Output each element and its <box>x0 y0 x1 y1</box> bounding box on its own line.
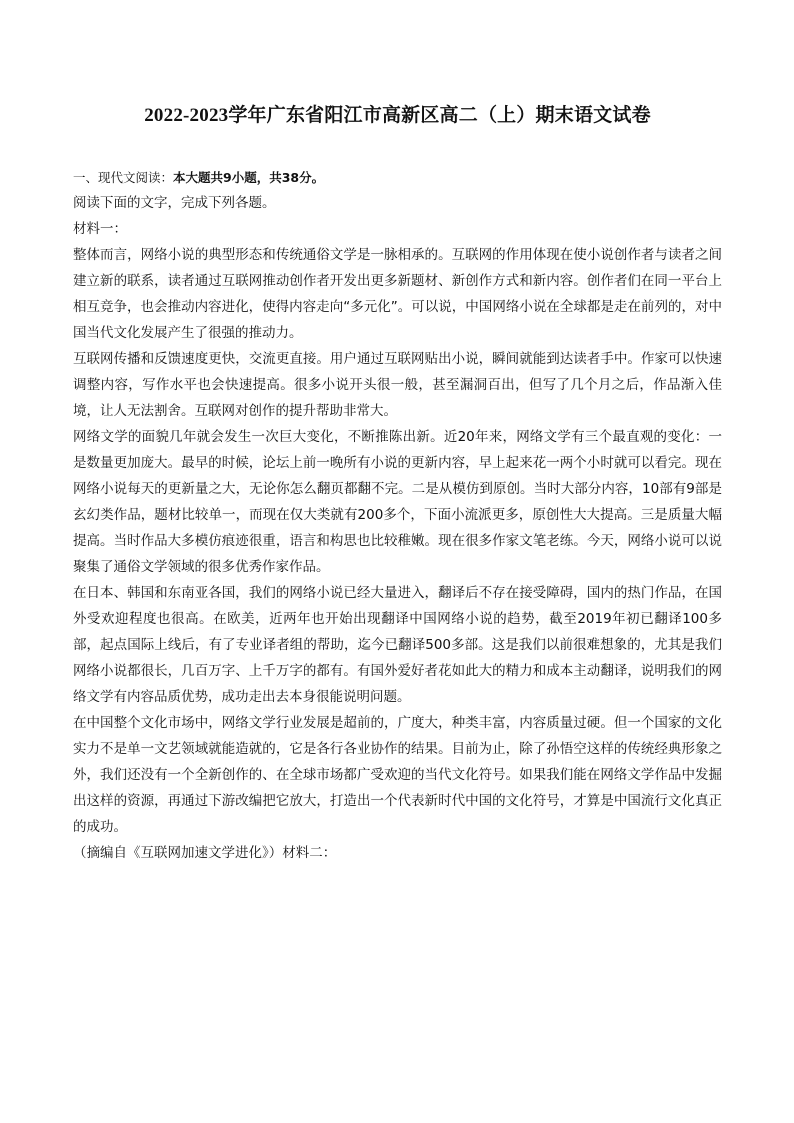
paragraph-2: 互联网传播和反馈速度更快，交流更直接。用户通过互联网贴出小说，瞬间就能到达读者手中。作家可以快速调整内容，写作水平也会快速提高。很多小说开头很一般，甚至漏洞百出，但写了几个月之后，作品渐入佳境，让人无法割舍。互联网对创作的提升帮助非常大。 <box>73 351 722 419</box>
paragraph-3: 网络文学的面貌几年就会发生一次巨大变化，不断推陈出新。近20年来，网络文学有三个最直观的变化：一是数量更加庞大。最早的时候，论坛上前一晚所有小说的更新内容，早上起来花一两个小时就可以看完。现在网络小说每天的更新量之大，无论你怎么翻页都翻不完。二是从模仿到原创。当时大部分内容，10部有9部是玄幻类作品，题材比较单一，而现在仅大类就有200多个，下面小流派更多，原创性大大提高。三是质量大幅提高。当时作品大多模仿痕迹很重，语言和构思也比较稚嫩。现在很多作家文笔老练。今天，网络小说可以说聚集了通俗文学领域的很多优秀作家作品。 <box>73 429 722 575</box>
source-line: （摘编自《互联网加速文学进化》）材料二： <box>73 845 337 861</box>
material-one-label: 材料一： <box>73 221 127 237</box>
reading-instruction: 阅读下面的文字，完成下列各题。 <box>73 195 276 211</box>
paragraph-1: 整体而言，网络小说的典型形态和传统通俗文学是一脉相承的。互联网的作用体现在使小说创作者与读者之间建立新的联系，读者通过互联网推动创作者开发出更多新题材、新创作方式和新内容。创作者们在同一平台上相互竞争，也会推动内容进化，使得内容走向“多元化”。可以说，中国网络小说在全球都是走在前列的，对中国当代文化发展产生了很强的推动力。 <box>73 247 722 341</box>
section-meta: 本大题共9小题，共38分。 <box>173 170 325 185</box>
exam-title: 2022-2023学年广东省阳江市高新区高二（上）期末语文试卷 <box>144 105 651 126</box>
paragraph-4: 在日本、韩国和东南亚各国，我们的网络小说已经大量进入，翻译后不存在接受障碍，国内的热门作品，在国外受欢迎程度也很高。在欧美，近两年也开始出现翻译中国网络小说的趋势，截至2019年初已翻译100多部，起点国际上线后，有了专业译者组的帮助，迄今已翻译500多部。这是我们以前很难想象的，尤其是我们网络小说都很长，几百万字、上千万字的都有。有国外爱好者花如此大的精力和成本主动翻译，说明我们的网络文学有内容品质优势，成功走出去本身很能说明问题。 <box>73 585 722 705</box>
section-heading <box>73 166 722 190</box>
paragraph-5: 在中国整个文化市场中，网络文学行业发展是超前的，广度大，种类丰富，内容质量过硬。但一个国家的文化实力不是单一文艺领域就能造就的，它是各行各业协作的结果。目前为止，除了孙悟空这样的传统经典形象之外，我们还没有一个全新创作的、在全球市场都广受欢迎的当代文化符号。如果我们能在网络文学作品中发掘出这样的资源，再通过下游改编把它放大，打造出一个代表新时代中国的文化符号，才算是中国流行文化真正的成功。 <box>73 715 722 835</box>
section-label: 一、现代文阅读： <box>73 170 174 185</box>
